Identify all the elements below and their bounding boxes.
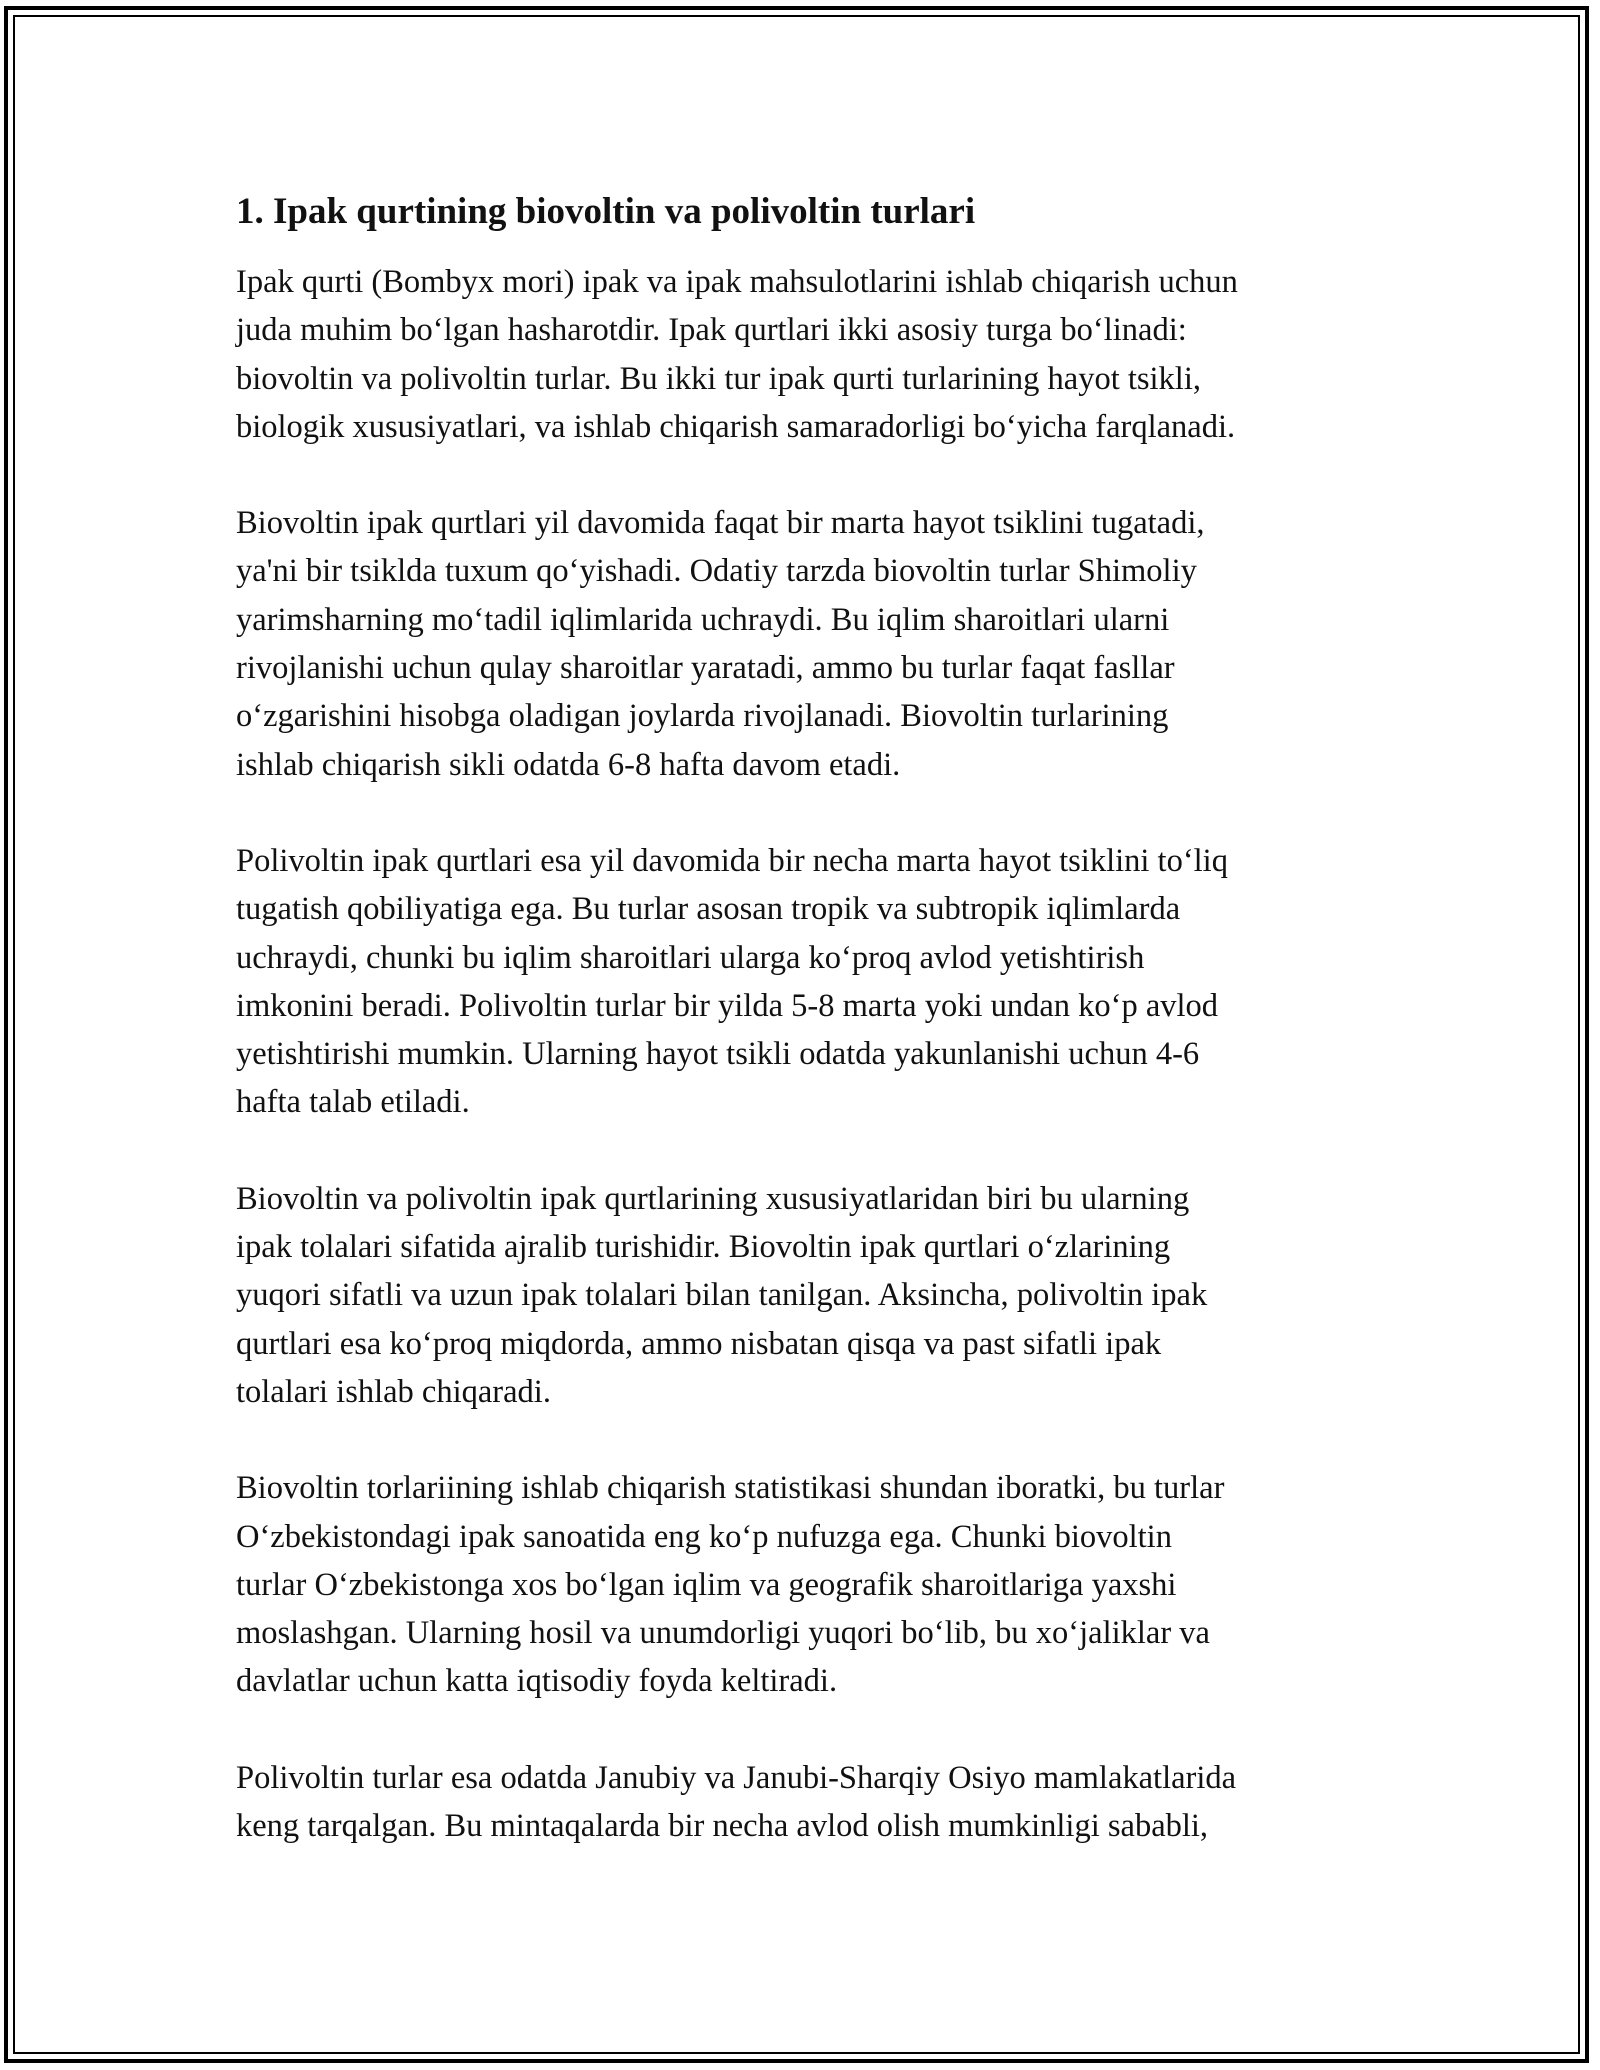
document-body — [236, 188, 1386, 1898]
section-heading: 1. Ipak qurtining biovoltin va polivoltin turlari — [236, 191, 976, 232]
paragraph-asia: Polivoltin turlar esa odatda Janubiy va Janubi-Sharqiy Osiyo mamlakatlarida keng tarqalgan. Bu mintaqalarda bir necha avlod olish mumkinligi sababli, — [236, 1759, 1237, 1845]
paragraph-biovoltin: Biovoltin ipak qurtlari yil davomida faqat bir marta hayot tsiklini tugatadi, ya'ni bir tsiklda tuxum qo‘yishadi. Odatiy tarzda biovoltin turlar Shimoliy yarimsharning mo‘tadil iqlimlarida uchraydi. Bu iqlim sharoitlari ularni rivojlanishi uchun qulay sharoitlar yaratadi, ammo bu turlar faqat fasllar o‘zgarishini hisobga oladigan joylarda rivojlanadi. Biovoltin turlarining ishlab chiqarish sikli odatda 6-8 hafta davom etadi. — [236, 505, 1205, 783]
paragraph-silk-fiber: Biovoltin va polivoltin ipak qurtlarining xususiyatlaridan biri bu ularning ipak tolalari sifatida ajralib turishidir. Biovoltin ipak qurtlari o‘zlarining yuqori sifatli va uzun ipak tolalari bilan tanilgan. Aksincha, polivoltin ipak qurtlari esa ko‘proq miqdorda, ammo nisbatan qisqa va past sifatli ipak tolalari ishlab chiqaradi. — [236, 1180, 1208, 1410]
paragraph-uzbekistan: Biovoltin torlariining ishlab chiqarish statistikasi shundan iboratki, bu turlar O‘zbekistondagi ipak sanoatida eng ko‘p nufuzga ega. Chunki biovoltin turlar O‘zbekistonga xos bo‘lgan iqlim va geografik sharoitlariga yaxshi moslashgan. Ularning hosil va unumdorligi yuqori bo‘lib, bu xo‘jaliklar va davlatlar uchun katta iqtisodiy foyda keltiradi. — [236, 1470, 1225, 1700]
paragraph-intro: Ipak qurti (Bombyx mori) ipak va ipak mahsulotlarini ishlab chiqarish uchun juda muhim bo‘lgan hasharotdir. Ipak qurtlari ikki asosiy turga bo‘linadi: biovoltin va polivoltin turlar. Bu ikki tur ipak qurti turlarining hayot tsikli, biologik xususiyatlari, va ishlab chiqarish samaradorligi bo‘yicha farqlanadi. — [236, 264, 1238, 445]
paragraph-polivoltin: Polivoltin ipak qurtlari esa yil davomida bir necha marta hayot tsiklini to‘liq tugatish qobiliyatiga ega. Bu turlar asosan tropik va subtropik iqlimlarda uchraydi, chunki bu iqlim sharoitlari ularga ko‘proq avlod yetishtirish imkonini beradi. Polivoltin turlar bir yilda 5-8 marta yoki undan ko‘p avlod yetishtirishi mumkin. Ularning hayot tsikli odatda yakunlanishi uchun 4-6 hafta talab etiladi. — [236, 842, 1228, 1121]
